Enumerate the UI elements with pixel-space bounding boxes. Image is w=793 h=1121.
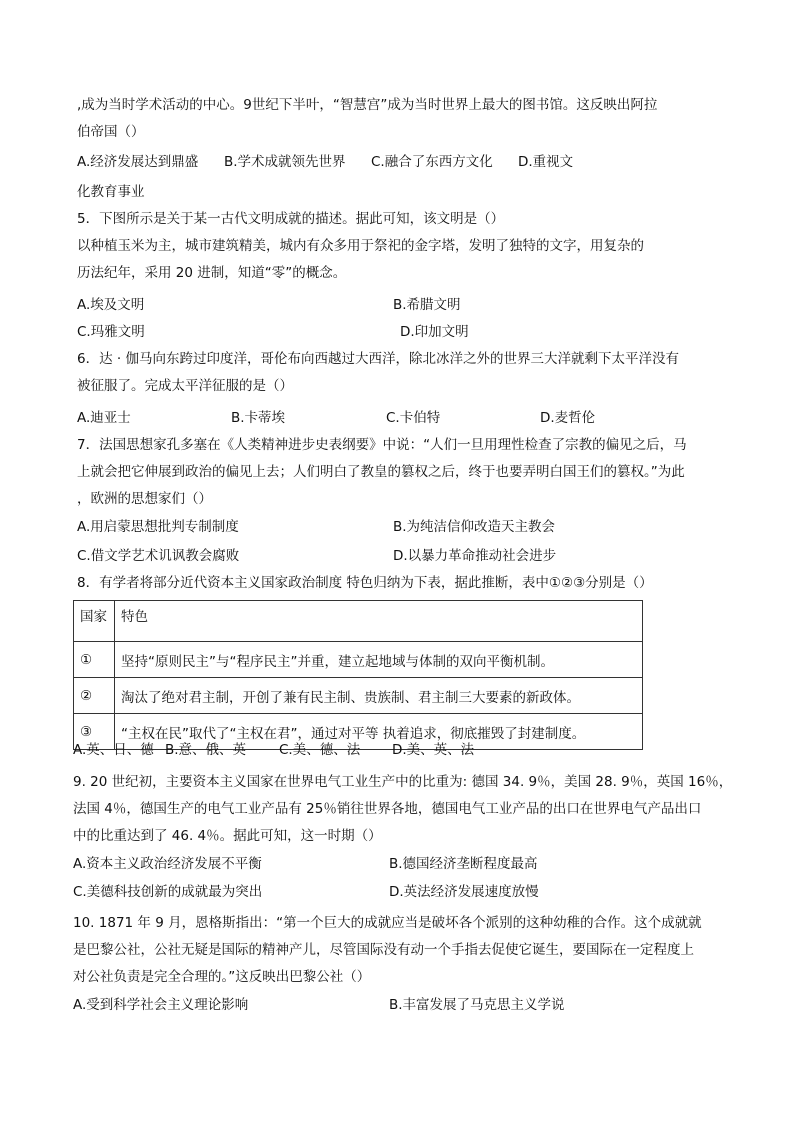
q6-line1: 6．达 · 伽马向东跨过印度洋，哥伦布向西越过大西洋，除北冰洋之外的世界三大洋就剩下太平洋没有 <box>77 351 679 367</box>
q5-option-b: B.希腊文明 <box>393 297 461 313</box>
q4-option-d-cont: 化教育事业 <box>77 184 145 200</box>
q9-option-a: A.资本主义政治经济发展不平衡 <box>73 856 262 872</box>
q6-line2: 被征服了。完成太平洋征服的是（） <box>77 378 293 394</box>
table-header-row <box>74 601 643 642</box>
q5-desc-line1: 以种植玉米为主，城市建筑精美，城内有众多用于祭祀的金字塔，发明了独特的文字，用复杂的 <box>77 238 644 254</box>
q9-option-b: B.德国经济垄断程度最高 <box>389 856 538 872</box>
q10-line2: 是巴黎公社，公社无疑是国际的精神产儿，尽管国际没有动一个手指去促使它诞生，要国际在一定程度上 <box>73 942 694 958</box>
q5-stem: 5．下图所示是关于某一古代文明成就的描述。据此可知，该文明是（） <box>77 211 505 227</box>
q10-option-a: A.受到科学社会主义理论影响 <box>73 997 249 1013</box>
q9-line1: 9. 20 世纪初，主要资本主义国家在世界电气工业生产中的比重为: 德国 34. 9％，美国 28. 9％，英国 16％， <box>73 774 733 790</box>
q4-option-c: C.融合了东西方文化 <box>371 154 493 170</box>
q8-option-c: C.美、德、法 <box>279 742 361 758</box>
q9-line3: 中的比重达到了 46. 4％。据此可知，这一时期（） <box>73 828 382 844</box>
q5-option-d: D.印加文明 <box>400 324 469 340</box>
table-cell-country: ② <box>74 678 115 714</box>
q5-desc-line2: 历法纪年，采用 20 进制，知道“零”的概念。 <box>77 265 347 281</box>
q7-option-a: A.用启蒙思想批判专制制度 <box>77 519 239 535</box>
q6-option-b: B.卡蒂埃 <box>231 410 286 426</box>
q7-line2: 上就会把它伸展到政治的偏见上去；人们明白了教皇的篡权之后，终于也要弄明白国王们的篡权。”为此 <box>77 464 685 480</box>
q10-line1: 10. 1871 年 9 月，恩格斯指出：“第一个巨大的成就应当是破坏各个派别的这种幼稚的合作。这个成就就 <box>73 915 702 931</box>
q4-line1: ,成为当时学术活动的中心。9世纪下半叶，“智慧宫”成为当时世界上最大的图书馆。这反映出阿拉 <box>77 97 658 113</box>
q9-option-d: D.英法经济发展速度放慢 <box>389 884 539 900</box>
q10-line3: 对公社负责是完全合理的。”这反映出巴黎公社（） <box>73 969 371 985</box>
table-cell-country: ③ <box>74 714 115 750</box>
q4-option-b: B.学术成就领先世界 <box>224 154 346 170</box>
q7-option-b: B.为纯洁信仰改造天主教会 <box>393 519 556 535</box>
table-cell-country: ① <box>74 642 115 678</box>
q6-option-c: C.卡伯特 <box>386 410 441 426</box>
q4-line2: 伯帝国（） <box>77 124 145 140</box>
q5-option-c: C.玛雅文明 <box>77 324 145 340</box>
q6-option-a: A.迪亚士 <box>77 410 131 426</box>
q8-table <box>73 600 643 750</box>
q9-line2: 法国 4％，德国生产的电气工业产品有 25％销往世界各地，德国电气工业产品的出口在世界电气产品出口 <box>73 801 702 817</box>
q6-option-d: D.麦哲伦 <box>540 410 596 426</box>
table-header-country: 国家 <box>74 601 115 642</box>
q8-option-a: A.英、日、德 <box>73 742 154 758</box>
q8-option-b: B.意、俄、英 <box>165 742 247 758</box>
table-header-feature: 特色 <box>115 601 643 642</box>
q8-stem: 8．有学者将部分近代资本主义国家政治制度 特色归纳为下表，据此推断，表中①②③分别是（） <box>77 575 653 591</box>
q4-option-d: D.重视文 <box>518 154 574 170</box>
table-cell-feature: 淘汰了绝对君主制，开创了兼有民主制、贵族制、君主制三大要素的新政体。 <box>115 678 643 714</box>
table-cell-feature: 坚持“原则民主”与“程序民主”并重，建立起地域与体制的双向平衡机制。 <box>115 642 643 678</box>
q8-option-d: D.美、英、法 <box>392 742 475 758</box>
table-row <box>74 642 643 678</box>
table-cell-feature: “主权在民”取代了“主权在君”，通过对平等 执着追求，彻底摧毁了封建制度。 <box>115 714 643 750</box>
q5-option-a: A.埃及文明 <box>77 297 145 313</box>
q7-line1: 7．法国思想家孔多塞在《人类精神进步史表纲要》中说：“人们一旦用理性检查了宗教的偏见之后，马 <box>77 437 687 453</box>
q4-option-a: A.经济发展达到鼎盛 <box>77 154 199 170</box>
q9-option-c: C.美德科技创新的成就最为突出 <box>73 884 263 900</box>
q7-option-d: D.以暴力革命推动社会进步 <box>393 548 557 564</box>
table-row <box>74 678 643 714</box>
q7-line3: ，欧洲的思想家们（） <box>77 491 212 507</box>
q10-option-b: B.丰富发展了马克思主义学说 <box>389 997 565 1013</box>
q7-option-c: C.借文学艺术讥讽教会腐败 <box>77 548 240 564</box>
